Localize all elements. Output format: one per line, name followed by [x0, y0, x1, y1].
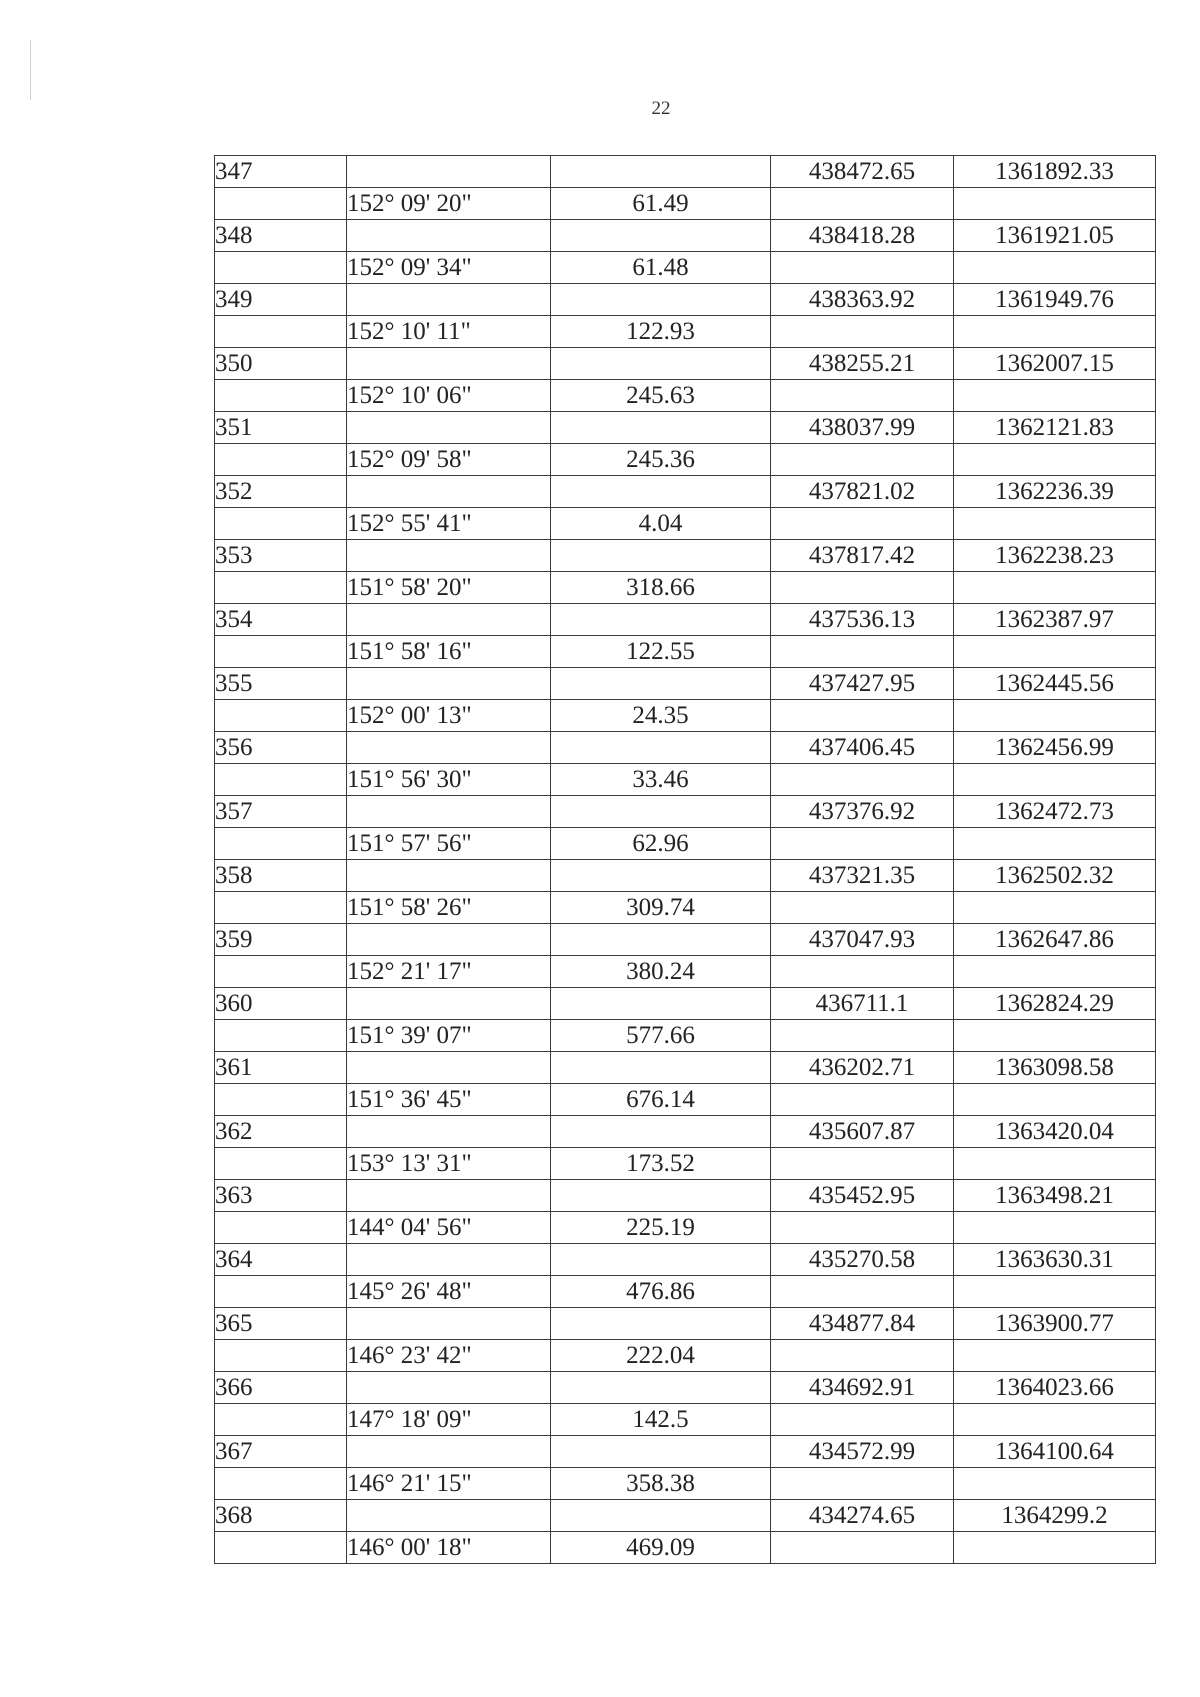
- distance-cell: 380.24: [551, 956, 771, 988]
- distance-cell: 358.38: [551, 1468, 771, 1500]
- course-row: [215, 252, 1156, 284]
- station-cell: 348: [215, 220, 347, 252]
- empty-cell: [215, 508, 347, 540]
- north-coordinate-cell: 1361949.76: [954, 284, 1156, 316]
- empty-cell: [771, 188, 954, 220]
- station-cell: 356: [215, 732, 347, 764]
- empty-cell: [215, 444, 347, 476]
- bearing-cell: 151° 58' 16": [347, 636, 551, 668]
- distance-cell: 577.66: [551, 1020, 771, 1052]
- east-coordinate-cell: 438255.21: [771, 348, 954, 380]
- station-row: [215, 604, 1156, 636]
- empty-cell: [771, 1532, 954, 1564]
- east-coordinate-cell: 437821.02: [771, 476, 954, 508]
- empty-cell: [954, 444, 1156, 476]
- empty-cell: [215, 700, 347, 732]
- station-cell: 364: [215, 1244, 347, 1276]
- station-row: [215, 1436, 1156, 1468]
- empty-cell: [551, 924, 771, 956]
- empty-cell: [347, 1308, 551, 1340]
- course-row: [215, 1148, 1156, 1180]
- empty-cell: [551, 732, 771, 764]
- empty-cell: [551, 1116, 771, 1148]
- distance-cell: 61.48: [551, 252, 771, 284]
- station-row: [215, 732, 1156, 764]
- station-row: [215, 156, 1156, 188]
- course-row: [215, 1212, 1156, 1244]
- bearing-cell: 152° 09' 20": [347, 188, 551, 220]
- station-row: [215, 476, 1156, 508]
- empty-cell: [771, 508, 954, 540]
- empty-cell: [215, 1340, 347, 1372]
- station-row: [215, 1180, 1156, 1212]
- north-coordinate-cell: 1362647.86: [954, 924, 1156, 956]
- east-coordinate-cell: 437817.42: [771, 540, 954, 572]
- empty-cell: [954, 1532, 1156, 1564]
- survey-table-body: [215, 156, 1156, 1564]
- distance-cell: 222.04: [551, 1340, 771, 1372]
- empty-cell: [551, 1308, 771, 1340]
- station-row: [215, 924, 1156, 956]
- north-coordinate-cell: 1362387.97: [954, 604, 1156, 636]
- station-row: [215, 668, 1156, 700]
- station-row: [215, 348, 1156, 380]
- station-cell: 360: [215, 988, 347, 1020]
- empty-cell: [954, 1084, 1156, 1116]
- station-row: [215, 1052, 1156, 1084]
- station-cell: 349: [215, 284, 347, 316]
- station-cell: 357: [215, 796, 347, 828]
- empty-cell: [551, 988, 771, 1020]
- station-row: [215, 220, 1156, 252]
- empty-cell: [215, 316, 347, 348]
- empty-cell: [347, 604, 551, 636]
- distance-cell: 33.46: [551, 764, 771, 796]
- bearing-cell: 151° 39' 07": [347, 1020, 551, 1052]
- station-cell: 354: [215, 604, 347, 636]
- bearing-cell: 144° 04' 56": [347, 1212, 551, 1244]
- empty-cell: [215, 252, 347, 284]
- empty-cell: [551, 668, 771, 700]
- north-coordinate-cell: 1363098.58: [954, 1052, 1156, 1084]
- east-coordinate-cell: 434572.99: [771, 1436, 954, 1468]
- station-cell: 350: [215, 348, 347, 380]
- empty-cell: [954, 252, 1156, 284]
- empty-cell: [215, 1212, 347, 1244]
- east-coordinate-cell: 438363.92: [771, 284, 954, 316]
- station-cell: 361: [215, 1052, 347, 1084]
- north-coordinate-cell: 1363498.21: [954, 1180, 1156, 1212]
- station-cell: 368: [215, 1500, 347, 1532]
- empty-cell: [551, 540, 771, 572]
- course-row: [215, 1340, 1156, 1372]
- empty-cell: [771, 1212, 954, 1244]
- empty-cell: [954, 700, 1156, 732]
- empty-cell: [771, 892, 954, 924]
- north-coordinate-cell: 1364100.64: [954, 1436, 1156, 1468]
- station-row: [215, 284, 1156, 316]
- distance-cell: 62.96: [551, 828, 771, 860]
- bearing-cell: 152° 09' 58": [347, 444, 551, 476]
- distance-cell: 245.63: [551, 380, 771, 412]
- empty-cell: [551, 1052, 771, 1084]
- north-coordinate-cell: 1363630.31: [954, 1244, 1156, 1276]
- bearing-cell: 151° 56' 30": [347, 764, 551, 796]
- empty-cell: [347, 1244, 551, 1276]
- empty-cell: [215, 1404, 347, 1436]
- empty-cell: [347, 1052, 551, 1084]
- course-row: [215, 380, 1156, 412]
- north-coordinate-cell: 1363420.04: [954, 1116, 1156, 1148]
- empty-cell: [954, 1276, 1156, 1308]
- empty-cell: [954, 1468, 1156, 1500]
- course-row: [215, 956, 1156, 988]
- bearing-cell: 152° 55' 41": [347, 508, 551, 540]
- bearing-cell: 146° 21' 15": [347, 1468, 551, 1500]
- east-coordinate-cell: 437376.92: [771, 796, 954, 828]
- station-cell: 363: [215, 1180, 347, 1212]
- empty-cell: [771, 316, 954, 348]
- empty-cell: [215, 764, 347, 796]
- course-row: [215, 572, 1156, 604]
- empty-cell: [347, 476, 551, 508]
- east-coordinate-cell: 434692.91: [771, 1372, 954, 1404]
- station-cell: 353: [215, 540, 347, 572]
- course-row: [215, 1468, 1156, 1500]
- empty-cell: [954, 572, 1156, 604]
- empty-cell: [347, 924, 551, 956]
- station-cell: 367: [215, 1436, 347, 1468]
- empty-cell: [954, 956, 1156, 988]
- east-coordinate-cell: 437321.35: [771, 860, 954, 892]
- distance-cell: 142.5: [551, 1404, 771, 1436]
- empty-cell: [771, 1340, 954, 1372]
- empty-cell: [771, 252, 954, 284]
- empty-cell: [771, 1020, 954, 1052]
- empty-cell: [215, 892, 347, 924]
- course-row: [215, 1276, 1156, 1308]
- bearing-cell: 152° 09' 34": [347, 252, 551, 284]
- north-coordinate-cell: 1362007.15: [954, 348, 1156, 380]
- east-coordinate-cell: 434877.84: [771, 1308, 954, 1340]
- empty-cell: [551, 604, 771, 636]
- empty-cell: [771, 1084, 954, 1116]
- empty-cell: [215, 1148, 347, 1180]
- station-cell: 362: [215, 1116, 347, 1148]
- empty-cell: [215, 1084, 347, 1116]
- distance-cell: 122.55: [551, 636, 771, 668]
- empty-cell: [954, 380, 1156, 412]
- empty-cell: [551, 1180, 771, 1212]
- bearing-cell: 151° 36' 45": [347, 1084, 551, 1116]
- empty-cell: [551, 796, 771, 828]
- empty-cell: [347, 220, 551, 252]
- course-row: [215, 764, 1156, 796]
- bearing-cell: 151° 57' 56": [347, 828, 551, 860]
- bearing-cell: 147° 18' 09": [347, 1404, 551, 1436]
- distance-cell: 173.52: [551, 1148, 771, 1180]
- empty-cell: [215, 956, 347, 988]
- empty-cell: [954, 1148, 1156, 1180]
- empty-cell: [551, 1500, 771, 1532]
- empty-cell: [954, 1340, 1156, 1372]
- empty-cell: [551, 860, 771, 892]
- survey-table: [214, 155, 1156, 1564]
- north-coordinate-cell: 1362472.73: [954, 796, 1156, 828]
- empty-cell: [347, 1372, 551, 1404]
- distance-cell: 4.04: [551, 508, 771, 540]
- distance-cell: 61.49: [551, 188, 771, 220]
- course-row: [215, 444, 1156, 476]
- empty-cell: [954, 636, 1156, 668]
- empty-cell: [771, 828, 954, 860]
- distance-cell: 318.66: [551, 572, 771, 604]
- empty-cell: [954, 892, 1156, 924]
- empty-cell: [954, 188, 1156, 220]
- station-row: [215, 796, 1156, 828]
- empty-cell: [551, 156, 771, 188]
- scan-edge-mark: [30, 40, 31, 100]
- north-coordinate-cell: 1364299.2: [954, 1500, 1156, 1532]
- station-row: [215, 540, 1156, 572]
- north-coordinate-cell: 1361892.33: [954, 156, 1156, 188]
- station-cell: 365: [215, 1308, 347, 1340]
- empty-cell: [551, 412, 771, 444]
- distance-cell: 122.93: [551, 316, 771, 348]
- empty-cell: [771, 380, 954, 412]
- empty-cell: [347, 1500, 551, 1532]
- east-coordinate-cell: 438037.99: [771, 412, 954, 444]
- empty-cell: [215, 188, 347, 220]
- empty-cell: [551, 220, 771, 252]
- station-row: [215, 860, 1156, 892]
- distance-cell: 469.09: [551, 1532, 771, 1564]
- station-row: [215, 1244, 1156, 1276]
- empty-cell: [771, 636, 954, 668]
- station-row: [215, 1308, 1156, 1340]
- north-coordinate-cell: 1362121.83: [954, 412, 1156, 444]
- bearing-cell: 151° 58' 26": [347, 892, 551, 924]
- empty-cell: [215, 1468, 347, 1500]
- east-coordinate-cell: 436202.71: [771, 1052, 954, 1084]
- empty-cell: [771, 572, 954, 604]
- empty-cell: [954, 764, 1156, 796]
- station-cell: 352: [215, 476, 347, 508]
- bearing-cell: 146° 23' 42": [347, 1340, 551, 1372]
- bearing-cell: 152° 21' 17": [347, 956, 551, 988]
- distance-cell: 309.74: [551, 892, 771, 924]
- empty-cell: [347, 796, 551, 828]
- empty-cell: [551, 1372, 771, 1404]
- north-coordinate-cell: 1362238.23: [954, 540, 1156, 572]
- distance-cell: 24.35: [551, 700, 771, 732]
- station-row: [215, 1500, 1156, 1532]
- distance-cell: 676.14: [551, 1084, 771, 1116]
- course-row: [215, 316, 1156, 348]
- empty-cell: [215, 828, 347, 860]
- empty-cell: [347, 860, 551, 892]
- empty-cell: [551, 1436, 771, 1468]
- station-row: [215, 988, 1156, 1020]
- bearing-cell: 151° 58' 20": [347, 572, 551, 604]
- empty-cell: [954, 508, 1156, 540]
- empty-cell: [954, 316, 1156, 348]
- empty-cell: [215, 380, 347, 412]
- course-row: [215, 1532, 1156, 1564]
- bearing-cell: 146° 00' 18": [347, 1532, 551, 1564]
- station-cell: 351: [215, 412, 347, 444]
- page-number: 22: [651, 98, 671, 119]
- empty-cell: [347, 412, 551, 444]
- course-row: [215, 1020, 1156, 1052]
- east-coordinate-cell: 436711.1: [771, 988, 954, 1020]
- course-row: [215, 1404, 1156, 1436]
- empty-cell: [954, 1212, 1156, 1244]
- station-cell: 358: [215, 860, 347, 892]
- station-cell: 355: [215, 668, 347, 700]
- empty-cell: [347, 284, 551, 316]
- empty-cell: [771, 956, 954, 988]
- north-coordinate-cell: 1362824.29: [954, 988, 1156, 1020]
- empty-cell: [771, 1468, 954, 1500]
- station-row: [215, 1116, 1156, 1148]
- empty-cell: [954, 1020, 1156, 1052]
- course-row: [215, 188, 1156, 220]
- east-coordinate-cell: 438472.65: [771, 156, 954, 188]
- course-row: [215, 636, 1156, 668]
- empty-cell: [551, 476, 771, 508]
- empty-cell: [771, 1276, 954, 1308]
- bearing-cell: 152° 10' 11": [347, 316, 551, 348]
- empty-cell: [215, 572, 347, 604]
- empty-cell: [215, 1020, 347, 1052]
- empty-cell: [954, 828, 1156, 860]
- north-coordinate-cell: 1364023.66: [954, 1372, 1156, 1404]
- north-coordinate-cell: 1362456.99: [954, 732, 1156, 764]
- empty-cell: [551, 284, 771, 316]
- bearing-cell: 152° 10' 06": [347, 380, 551, 412]
- north-coordinate-cell: 1362445.56: [954, 668, 1156, 700]
- empty-cell: [215, 636, 347, 668]
- empty-cell: [347, 732, 551, 764]
- station-cell: 359: [215, 924, 347, 956]
- empty-cell: [551, 348, 771, 380]
- empty-cell: [771, 1404, 954, 1436]
- empty-cell: [347, 156, 551, 188]
- station-cell: 347: [215, 156, 347, 188]
- empty-cell: [347, 1116, 551, 1148]
- bearing-cell: 153° 13' 31": [347, 1148, 551, 1180]
- empty-cell: [771, 764, 954, 796]
- course-row: [215, 828, 1156, 860]
- empty-cell: [215, 1532, 347, 1564]
- empty-cell: [347, 540, 551, 572]
- east-coordinate-cell: 437406.45: [771, 732, 954, 764]
- north-coordinate-cell: 1363900.77: [954, 1308, 1156, 1340]
- east-coordinate-cell: 437047.93: [771, 924, 954, 956]
- east-coordinate-cell: 437427.95: [771, 668, 954, 700]
- empty-cell: [347, 1436, 551, 1468]
- distance-cell: 225.19: [551, 1212, 771, 1244]
- course-row: [215, 1084, 1156, 1116]
- east-coordinate-cell: 438418.28: [771, 220, 954, 252]
- station-row: [215, 412, 1156, 444]
- east-coordinate-cell: 437536.13: [771, 604, 954, 636]
- east-coordinate-cell: 435270.58: [771, 1244, 954, 1276]
- east-coordinate-cell: 435607.87: [771, 1116, 954, 1148]
- station-cell: 366: [215, 1372, 347, 1404]
- distance-cell: 476.86: [551, 1276, 771, 1308]
- empty-cell: [551, 1244, 771, 1276]
- empty-cell: [347, 988, 551, 1020]
- empty-cell: [215, 1276, 347, 1308]
- empty-cell: [771, 700, 954, 732]
- course-row: [215, 508, 1156, 540]
- empty-cell: [954, 1404, 1156, 1436]
- bearing-cell: 152° 00' 13": [347, 700, 551, 732]
- north-coordinate-cell: 1361921.05: [954, 220, 1156, 252]
- east-coordinate-cell: 435452.95: [771, 1180, 954, 1212]
- empty-cell: [347, 668, 551, 700]
- course-row: [215, 700, 1156, 732]
- north-coordinate-cell: 1362502.32: [954, 860, 1156, 892]
- empty-cell: [347, 348, 551, 380]
- north-coordinate-cell: 1362236.39: [954, 476, 1156, 508]
- empty-cell: [347, 1180, 551, 1212]
- bearing-cell: 145° 26' 48": [347, 1276, 551, 1308]
- course-row: [215, 892, 1156, 924]
- station-row: [215, 1372, 1156, 1404]
- empty-cell: [771, 444, 954, 476]
- empty-cell: [771, 1148, 954, 1180]
- distance-cell: 245.36: [551, 444, 771, 476]
- east-coordinate-cell: 434274.65: [771, 1500, 954, 1532]
